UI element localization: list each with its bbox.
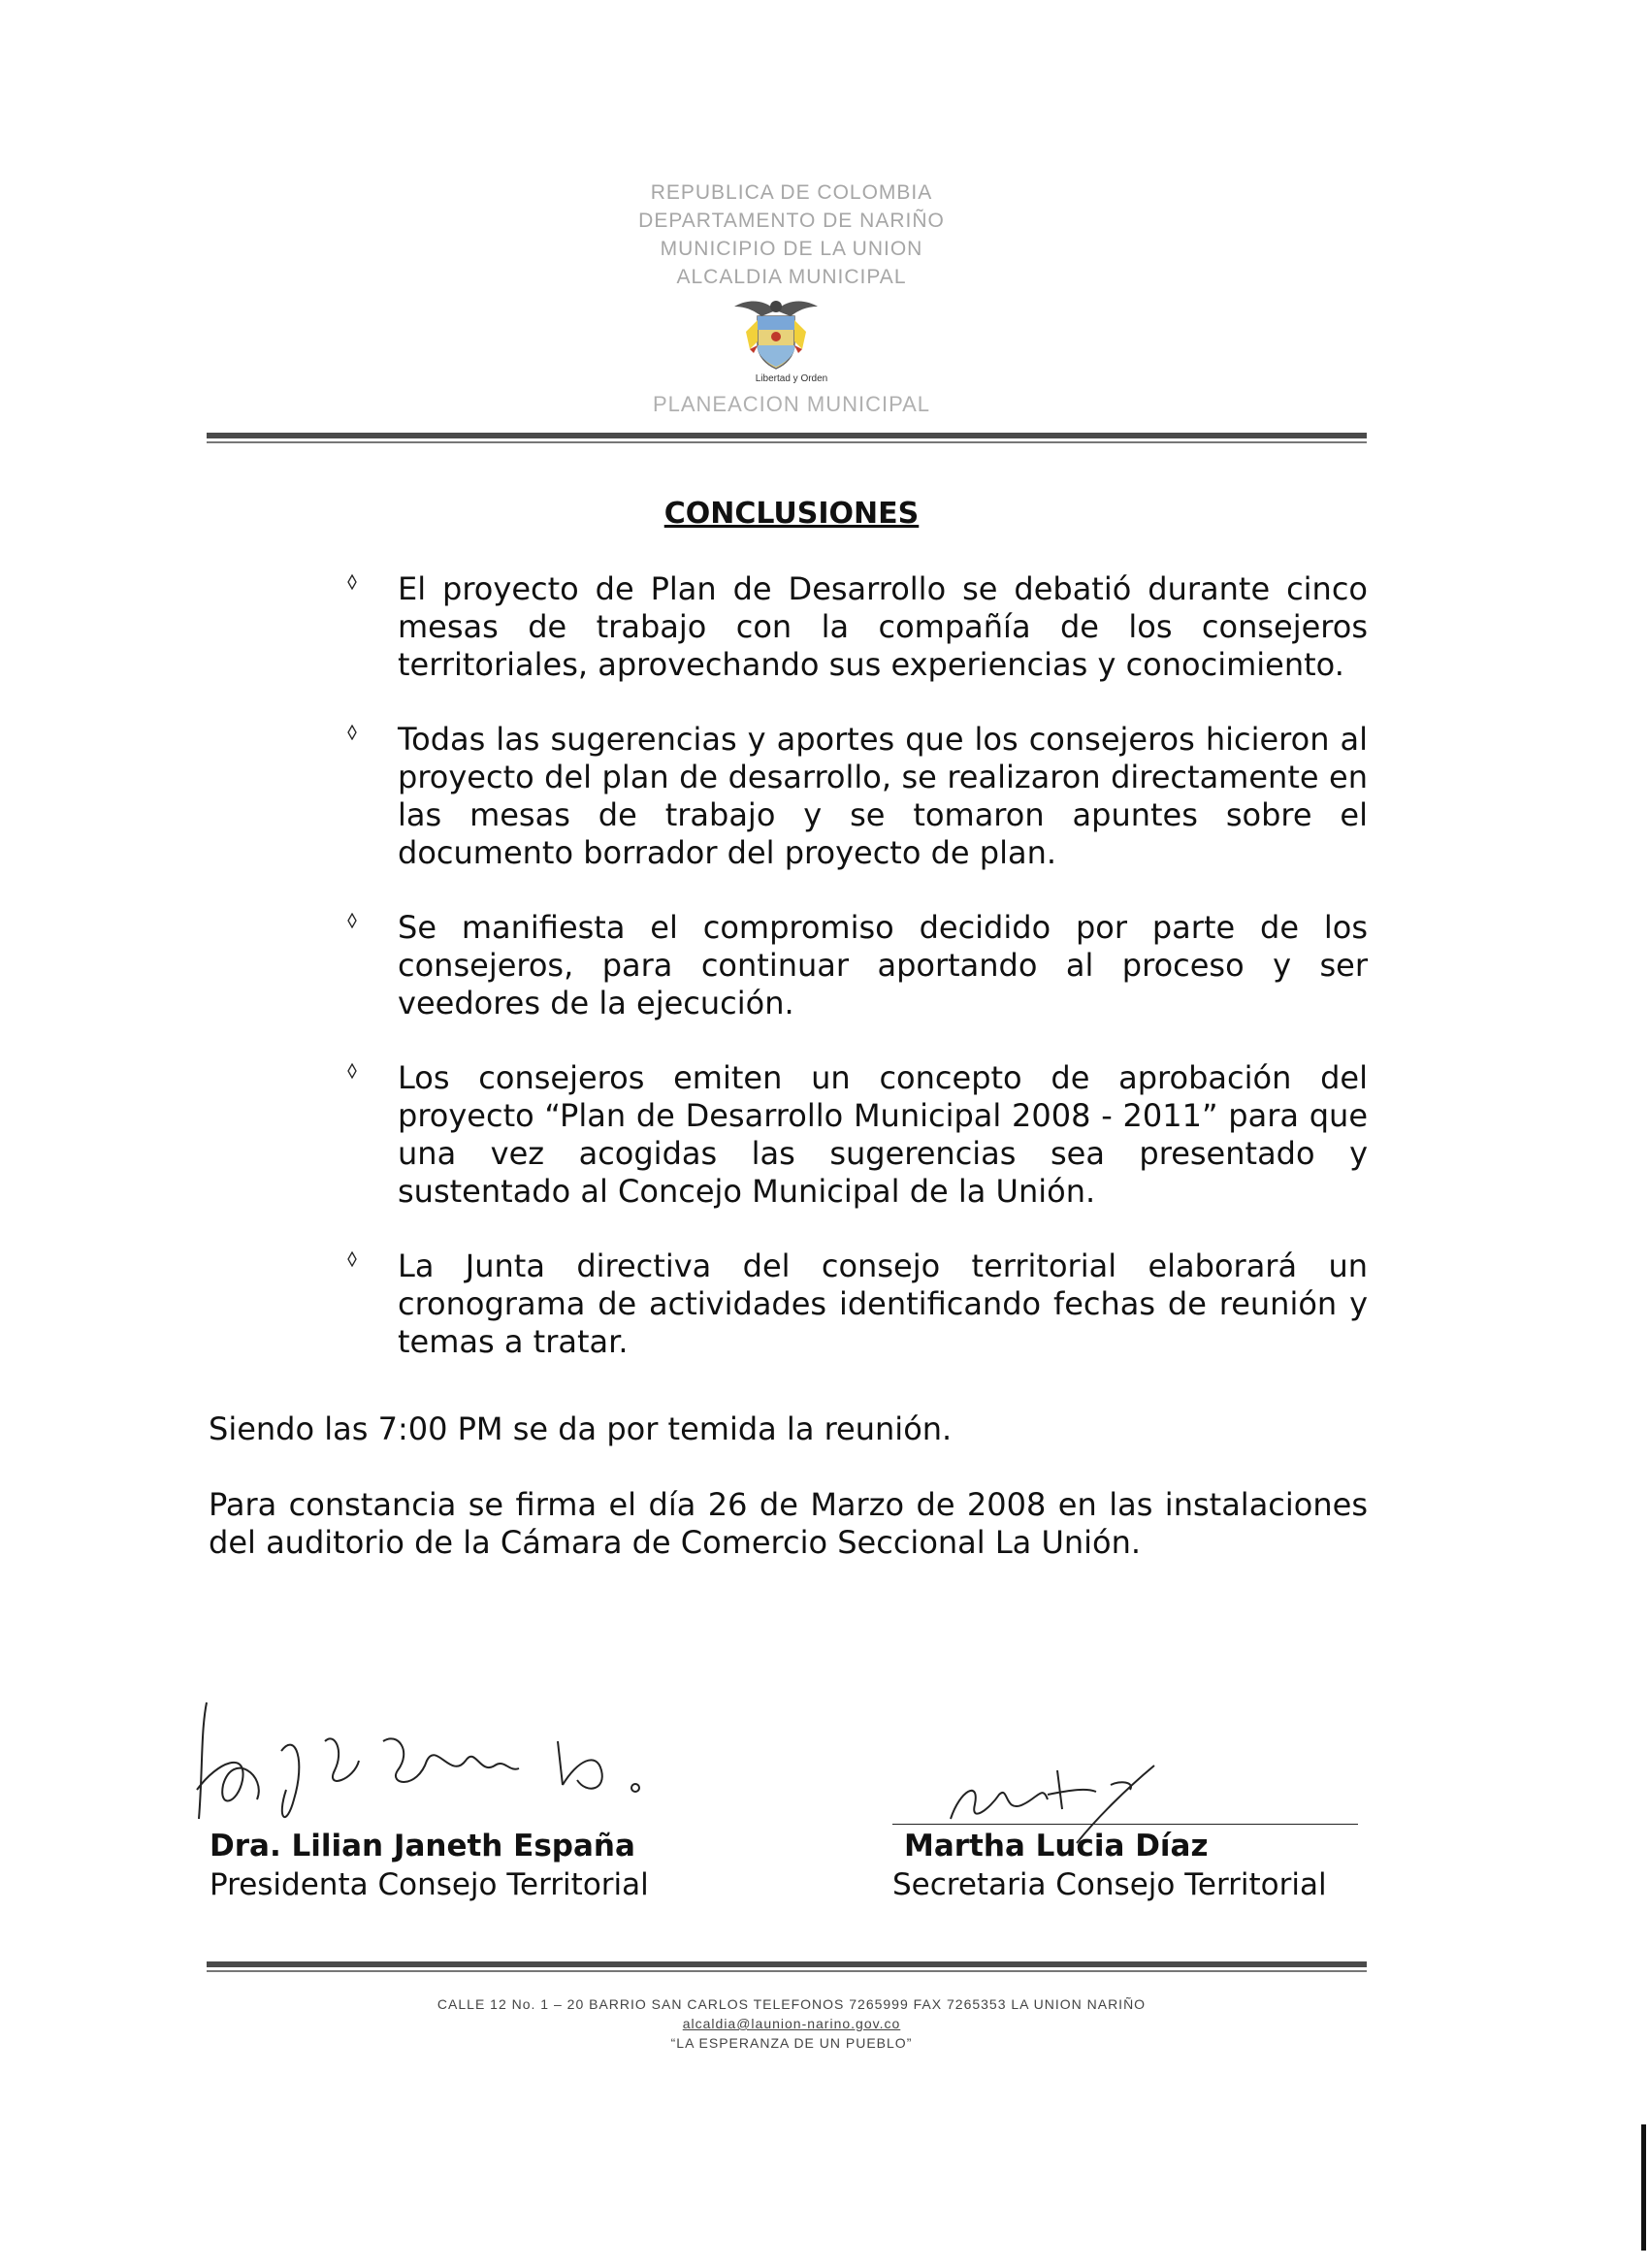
signature-lilian [189, 1693, 674, 1838]
footer-slogan: “LA ESPERANZA DE UN PUEBLO” [670, 2035, 913, 2051]
list-item-text: Se manifiesta el compromiso decidido por parte de los consejeros, para continuar aportando al proceso y ser veedores de la ejecución. [398, 909, 1368, 1021]
footer-email-row [0, 2016, 1583, 2031]
office-name: PLANEACION MUNICIPAL [652, 392, 931, 416]
list-item-text: Los consejeros emiten un concepto de aprobación del proyecto “Plan de Desarrollo Municipal 2008 - 2011” para que una vez acogidas las sugerencias sea presentado y sustentado al Concejo Municipal de la Unión. [398, 1059, 1368, 1210]
list-item-text: El proyecto de Plan de Desarrollo se debatió durante cinco mesas de trabajo con la compañía de los consejeros territoriales, aprovechando sus experiencias y conocimiento. [398, 570, 1368, 683]
colombia-coat-of-arms-icon [732, 293, 820, 373]
letterhead-line: MUNICIPIO DE LA UNION [660, 238, 923, 260]
page-title: CONCLUSIONES [663, 497, 920, 531]
diamond-bullet-icon [347, 725, 357, 740]
diamond-bullet-icon [347, 913, 357, 928]
list-item [347, 570, 1368, 684]
list-item [347, 1247, 1368, 1361]
list-item-text: Todas las sugerencias y aportes que los consejeros hicieron al proyecto del plan de desarrollo, se realizaron directamente en las mesas de trabajo y se tomaron apuntes sobre el documento borrador del proyecto de plan. [398, 721, 1368, 871]
list-item [347, 909, 1368, 1022]
header-divider [207, 433, 1367, 443]
footer-address: CALLE 12 No. 1 – 20 BARRIO SAN CARLOS TELEFONOS 7265999 FAX 7265353 LA UNION NARIÑO [436, 1996, 1147, 2012]
letterhead-line: DEPARTAMENTO DE NARIÑO [638, 210, 945, 232]
signer-name: Martha Lucia Díaz [904, 1829, 1209, 1863]
crest-motto: Libertad y Orden [755, 373, 828, 384]
letterhead-line: ALCALDIA MUNICIPAL [676, 266, 907, 288]
footer-divider [207, 1961, 1367, 1972]
diamond-bullet-icon [347, 1251, 357, 1267]
closing-statement: Siendo las 7:00 PM se da por temida la reunión. [209, 1410, 953, 1447]
footer-email[interactable]: alcaldia@launion-narino.gov.co [682, 2016, 901, 2031]
list-item [347, 1059, 1368, 1211]
scan-edge-mark [1641, 2124, 1646, 2251]
list-item-text: La Junta directiva del consejo territorial elaborará un cronograma de actividades identificando fechas de reunión y temas a tratar. [398, 1247, 1368, 1360]
signer-role: Presidenta Consejo Territorial [210, 1867, 649, 1902]
signer-name: Dra. Lilian Janeth España [210, 1829, 635, 1863]
signer-role: Secretaria Consejo Territorial [892, 1867, 1327, 1902]
constancia-paragraph: Para constancia se firma el día 26 de Marzo de 2008 en las instalaciones del auditorio de la Cámara de Comercio Seccional La Unión. [209, 1486, 1368, 1561]
conclusions-list [347, 570, 1368, 1398]
diamond-bullet-icon [347, 574, 357, 590]
diamond-bullet-icon [347, 1063, 357, 1079]
letterhead-line: REPUBLICA DE COLOMBIA [650, 181, 933, 204]
letterhead [0, 178, 1583, 291]
list-item [347, 721, 1368, 872]
